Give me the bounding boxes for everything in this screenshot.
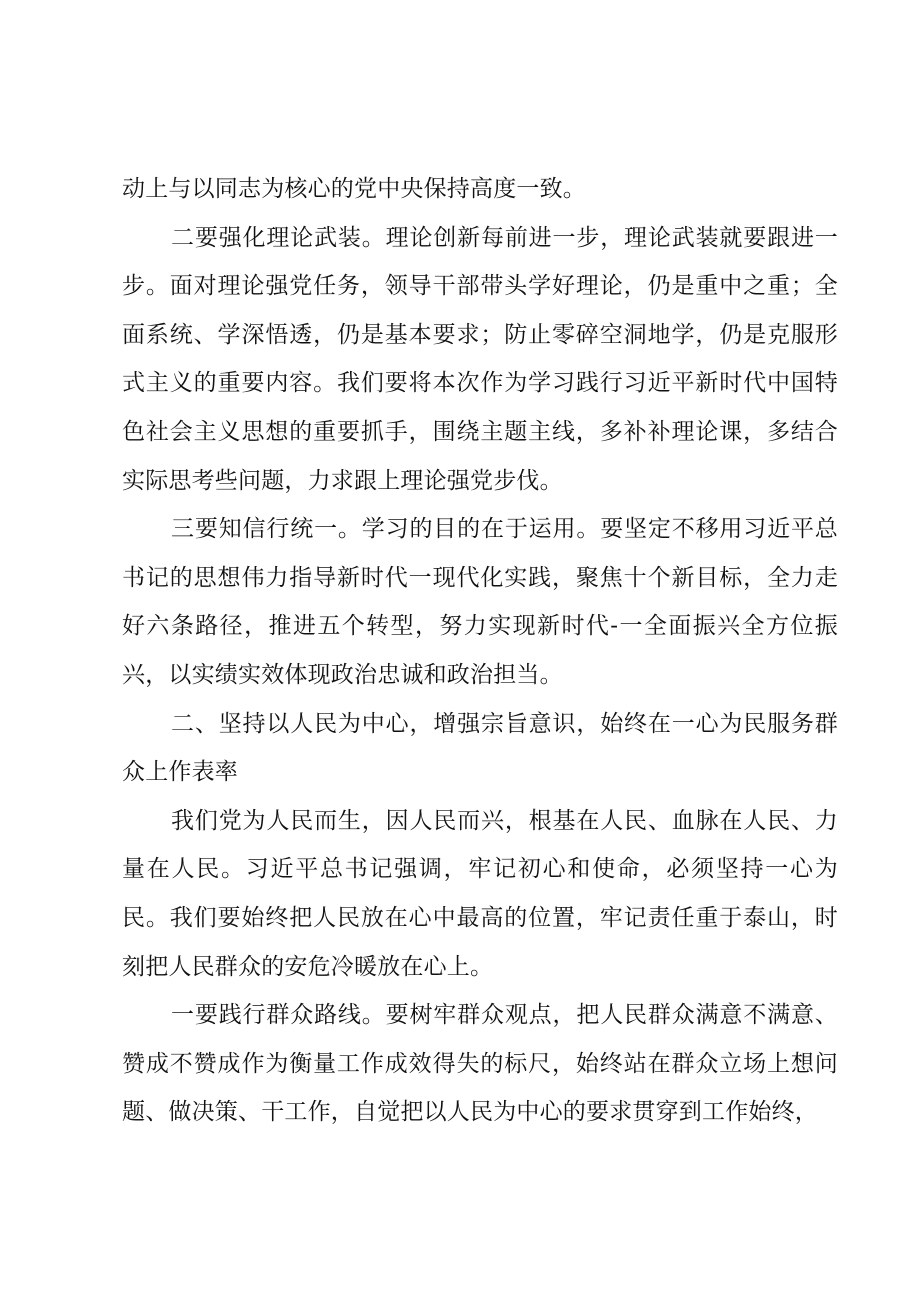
paragraph-party-for-people: 我们党为人民而生，因人民而兴，根基在人民、血脉在人民、力量在人民。习近平总书记强调，牢记初心和使命，必须坚持一心为民。我们要始终把人民放在心中最高的位置，牢记责任重于泰山，时刻把人民群众的安危冷暖放在心上。 <box>122 807 838 980</box>
paragraph-knowledge-action: 三要知信行统一。学习的目的在于运用。要坚定不移用习近平总书记的思想伟力指导新时代一现代化实践，聚焦十个新目标，全力走好六条路径，推进五个转型，努力实现新时代-一全面振兴全方位振兴，以实绩实效体现政治忠诚和政治担当。 <box>122 516 838 688</box>
paragraph-theory-arming: 二要强化理论武装。理论创新每前进一步，理论武装就要跟进一步。面对理论强党任务，领导干部带头学好理论，仍是重中之重；全面系统、学深悟透，仍是基本要求；防止零碎空洞地学，仍是克服形式主义的重要内容。我们要将本次作为学习践行习近平新时代中国特色社会主义思想的重要抓手，围绕主题主线，多补补理论课，多结合实际思考些问题，力求跟上理论强党步伐。 <box>122 224 838 494</box>
paragraph-mass-line: 一要践行群众路线。要树牢群众观点，把人民群众满意不满意、赞成不赞成作为衡量工作成效得失的标尺，始终站在群众立场上想问题、做决策、干工作，自觉把以人民为中心的要求贯穿到工作始终， <box>122 1002 838 1126</box>
paragraph-continuation: 动上与以同志为核心的党中央保持高度一致。 <box>122 176 586 202</box>
section-heading-people-centered: 二、坚持以人民为中心，增强宗旨意识，始终在一心为民服务群众上作表率 <box>122 710 838 786</box>
document-body <box>122 165 838 1137</box>
